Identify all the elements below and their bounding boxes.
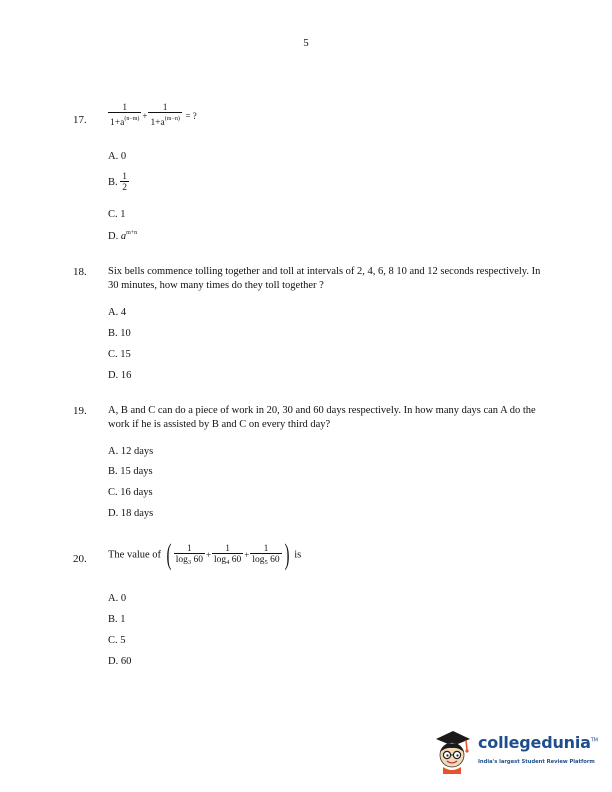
- question-20-tail: is: [294, 549, 302, 561]
- question-18-option-d[interactable]: D. 16: [108, 370, 132, 381]
- question-17-expression: [108, 102, 198, 129]
- question-20-lead: The value of: [108, 549, 162, 561]
- question-20-option-b[interactable]: B. 1: [108, 614, 126, 625]
- question-20-option-a[interactable]: A. 0: [108, 593, 127, 604]
- open-paren: (: [166, 538, 172, 571]
- question-19-text: A, B and C can do a piece of work in 20, 30 and 60 days respectively. In how many days can A do the work if he is assisted by B and C on every third day?: [108, 405, 536, 430]
- question-20-expression: [108, 540, 301, 570]
- question-19-option-b[interactable]: B. 15 days: [108, 466, 153, 477]
- question-19-number: 19.: [73, 405, 87, 417]
- question-18-number: 18.: [73, 266, 87, 278]
- brand-name: collegedunia™: [478, 733, 598, 752]
- question-17-option-b[interactable]: B. $\frac{1}{2}$: [108, 171, 128, 193]
- question-17-option-a[interactable]: A. 0: [108, 151, 127, 162]
- plus-sign: +: [205, 550, 212, 560]
- question-18-option-a[interactable]: A. 4: [108, 307, 127, 318]
- plus-sign: +: [142, 110, 148, 121]
- question-18-option-b[interactable]: B. 10: [108, 328, 131, 339]
- question-19-option-d[interactable]: D. 18 days: [108, 508, 154, 519]
- fraction: [108, 102, 141, 129]
- denominator: $1+a^{(m-n)}$: [148, 112, 181, 129]
- fraction: $\frac{1}{\log_5 60}$: [252, 542, 280, 566]
- denominator: $1+a^{(n-m)}$: [108, 112, 141, 129]
- brand-tagline: India's largest Student Review Platform: [478, 759, 595, 765]
- fraction: $\frac{1}{\log_4 60}$: [214, 542, 242, 566]
- equals-question: = ?: [185, 110, 197, 121]
- question-18-text: Six bells commence tolling together and toll at intervals of 2, 4, 6, 8 10 and 12 seconds respectively. In 30 minutes, how many times do they toll together ?: [108, 266, 541, 291]
- question-20-number: 20.: [73, 553, 87, 565]
- numerator: 1: [122, 102, 127, 112]
- fraction: [148, 102, 181, 129]
- collegedunia-logo[interactable]: [430, 728, 600, 774]
- question-18-option-c[interactable]: C. 15: [108, 349, 131, 360]
- plus-sign: +: [244, 550, 250, 560]
- question-20-option-d[interactable]: D. 60: [108, 656, 132, 667]
- question-19-option-a[interactable]: A. 12 days: [108, 446, 154, 457]
- question-17-option-d[interactable]: D. $a^{m+n}$: [108, 230, 138, 242]
- mascot-icon: [430, 728, 476, 774]
- numerator: 1: [162, 102, 168, 112]
- fraction: $\frac{1}{\log_3 60}$: [175, 542, 203, 566]
- question-17-option-c[interactable]: C. 1: [108, 209, 126, 220]
- question-19-option-c[interactable]: C. 16 days: [108, 487, 153, 498]
- close-paren: ): [284, 538, 290, 571]
- fraction: $\frac{1}{2}$: [122, 171, 128, 193]
- question-20-option-c[interactable]: C. 5: [108, 635, 126, 646]
- page-number: 5: [303, 37, 309, 49]
- question-17-number: 17.: [73, 114, 87, 126]
